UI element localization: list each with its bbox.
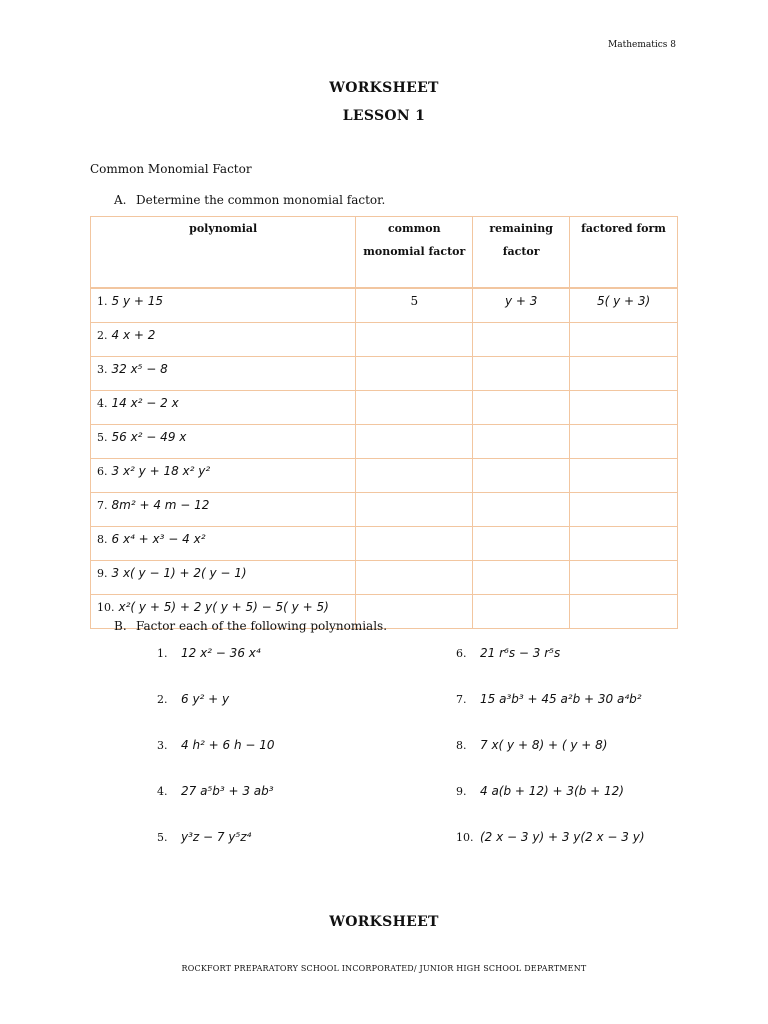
problem-expression: 4 h² + 6 h − 10 <box>181 738 275 752</box>
cell-common-monomial-factor <box>356 391 473 425</box>
table-header-row <box>91 217 678 289</box>
cell-remaining-factor <box>473 357 570 391</box>
table-body <box>91 288 678 629</box>
cell-polynomial <box>91 425 356 459</box>
cell-common-monomial-factor <box>356 357 473 391</box>
cell-common-monomial-factor <box>356 561 473 595</box>
problem-expression: 4 a(b + 12) + 3(b + 12) <box>480 784 624 798</box>
problem-expression: 15 a³b³ + 45 a²b + 30 a⁴b² <box>480 692 642 706</box>
expression: 56 x² − 49 x <box>111 430 187 444</box>
problem-number: 4. <box>157 785 168 798</box>
col-header-polynomial: polynomial <box>91 217 356 289</box>
table-row <box>91 357 678 391</box>
cell-common-monomial-factor <box>356 493 473 527</box>
expression: 5 <box>410 294 419 308</box>
cell-factored-form <box>570 288 678 323</box>
cell-factored-form <box>570 425 678 459</box>
expression: y + 3 <box>504 294 538 308</box>
problem-number: 2. <box>157 693 168 706</box>
cell-remaining-factor <box>473 493 570 527</box>
problem-number: 1. <box>157 647 168 660</box>
problem-expression: (2 x − 3 y) + 3 y(2 x − 3 y) <box>480 830 645 844</box>
problem-number: 6. <box>456 647 467 660</box>
worksheet-title-bottom: WORKSHEET <box>329 914 439 930</box>
cell-factored-form <box>570 391 678 425</box>
expression: 6 x⁴ + x³ − 4 x² <box>111 532 206 546</box>
cell-factored-form <box>570 561 678 595</box>
problem-item <box>456 784 624 798</box>
section-title: Common Monomial Factor <box>90 162 252 176</box>
cell-common-monomial-factor <box>356 425 473 459</box>
problem-item <box>157 784 274 798</box>
item-number: 9. <box>97 567 108 580</box>
cell-factored-form <box>570 459 678 493</box>
cell-remaining-factor <box>473 323 570 357</box>
part-a-text: Determine the common monomial factor. <box>136 193 386 207</box>
cell-remaining-factor <box>473 459 570 493</box>
cell-polynomial <box>91 357 356 391</box>
expression: 8m² + 4 m − 12 <box>111 498 210 512</box>
problem-item <box>456 738 607 752</box>
cell-polynomial <box>91 391 356 425</box>
part-b-letter: B. <box>114 619 127 633</box>
cell-polynomial <box>91 561 356 595</box>
cell-factored-form <box>570 493 678 527</box>
item-number: 5. <box>97 431 108 444</box>
cell-polynomial <box>91 493 356 527</box>
problem-expression: 6 y² + y <box>181 692 230 706</box>
item-number: 1. <box>97 295 108 308</box>
cell-polynomial <box>91 527 356 561</box>
problem-expression: 12 x² − 36 x⁴ <box>181 646 261 660</box>
item-number: 4. <box>97 397 108 410</box>
factor-table <box>90 216 678 629</box>
problem-number: 8. <box>456 739 467 752</box>
cell-common-monomial-factor <box>356 527 473 561</box>
worksheet-title: WORKSHEET <box>329 80 439 96</box>
table-row <box>91 493 678 527</box>
item-number: 3. <box>97 363 108 376</box>
expression: 5( y + 3) <box>596 294 651 308</box>
table-row <box>91 323 678 357</box>
problem-expression: 27 a⁵b³ + 3 ab³ <box>181 784 274 798</box>
col-header-factored-form: factored form <box>570 217 678 289</box>
expression: 14 x² − 2 x <box>111 396 179 410</box>
col-header-remaining-factor: remaining factor <box>473 217 570 289</box>
problem-number: 3. <box>157 739 168 752</box>
cell-factored-form <box>570 595 678 629</box>
part-b-text: Factor each of the following polynomials. <box>136 619 388 633</box>
expression: 4 x + 2 <box>111 328 156 342</box>
part-a-instruction <box>114 193 385 207</box>
item-number: 8. <box>97 533 108 546</box>
cell-common-monomial-factor <box>356 323 473 357</box>
cell-polynomial <box>91 459 356 493</box>
item-number: 7. <box>97 499 108 512</box>
problem-expression: y³z − 7 y⁵z⁴ <box>181 830 252 844</box>
lesson-title: LESSON 1 <box>342 108 426 124</box>
problem-number: 7. <box>456 693 467 706</box>
cell-remaining-factor <box>473 595 570 629</box>
cell-remaining-factor <box>473 527 570 561</box>
cell-polynomial <box>91 288 356 323</box>
cell-factored-form <box>570 357 678 391</box>
table-row <box>91 425 678 459</box>
cell-remaining-factor <box>473 561 570 595</box>
table-row <box>91 459 678 493</box>
cell-factored-form <box>570 527 678 561</box>
cell-remaining-factor <box>473 288 570 323</box>
cell-common-monomial-factor <box>356 459 473 493</box>
problem-number: 5. <box>157 831 168 844</box>
cell-factored-form <box>570 323 678 357</box>
problem-item <box>456 646 560 660</box>
table-row <box>91 527 678 561</box>
expression: 32 x⁵ − 8 <box>111 362 168 376</box>
cell-common-monomial-factor <box>356 288 473 323</box>
expression: 5 y + 15 <box>111 294 164 308</box>
expression: x²( y + 5) + 2 y( y + 5) − 5( y + 5) <box>118 600 329 614</box>
part-b-instruction <box>114 619 387 633</box>
problem-expression: 21 r⁶s − 3 r⁵s <box>480 646 561 660</box>
item-number: 2. <box>97 329 108 342</box>
problem-number: 10. <box>456 831 474 844</box>
problem-item <box>157 692 229 706</box>
expression: 3 x( y − 1) + 2( y − 1) <box>111 566 247 580</box>
problem-item <box>456 830 645 844</box>
table-row <box>91 391 678 425</box>
table-row <box>91 561 678 595</box>
part-a-letter: A. <box>114 193 127 207</box>
expression: 3 x² y + 18 x² y² <box>111 464 211 478</box>
problem-item <box>157 646 261 660</box>
problem-item <box>157 738 275 752</box>
item-number: 6. <box>97 465 108 478</box>
table-row <box>91 288 678 323</box>
problem-number: 9. <box>456 785 467 798</box>
problem-item <box>157 830 251 844</box>
problem-expression: 7 x( y + 8) + ( y + 8) <box>480 738 608 752</box>
cell-polynomial <box>91 323 356 357</box>
cell-remaining-factor <box>473 425 570 459</box>
footer-school: ROCKFORT PREPARATORY SCHOOL INCORPORATED/ JUNIOR HIGH SCHOOL DEPARTMENT <box>181 964 587 973</box>
item-number: 10. <box>97 601 115 614</box>
col-header-common-monomial-factor: common monomial factor <box>356 217 473 289</box>
cell-remaining-factor <box>473 391 570 425</box>
problem-item <box>456 692 642 706</box>
header-subject: Mathematics 8 <box>608 40 676 50</box>
